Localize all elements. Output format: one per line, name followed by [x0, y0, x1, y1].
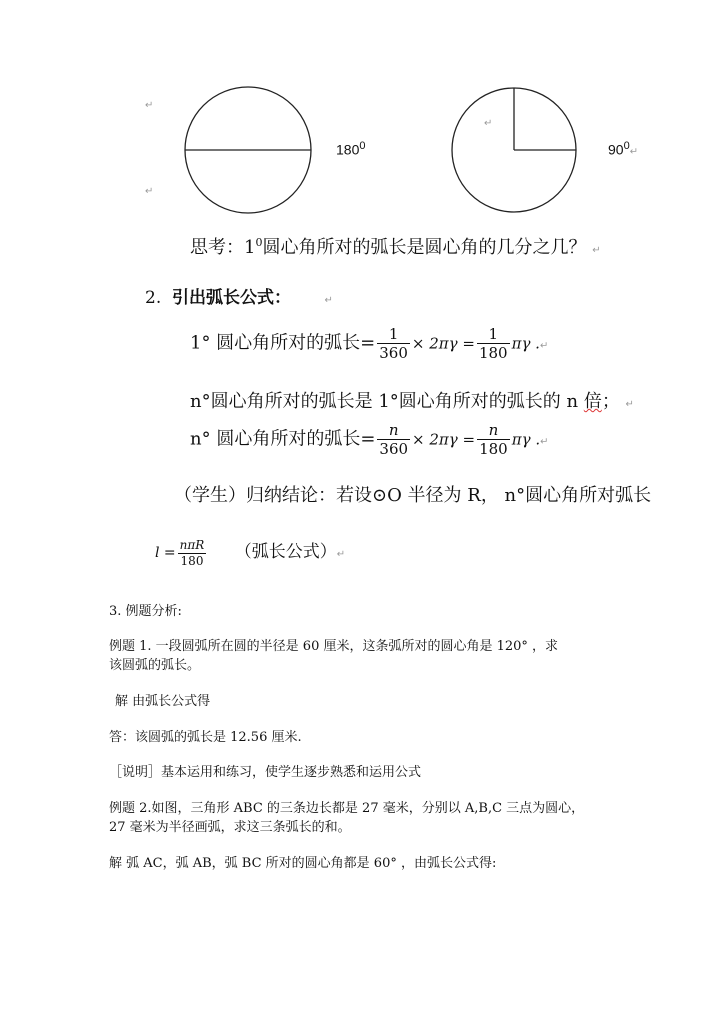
example-2: 例题 2.如图，三角形 ABC 的三条边长都是 27 毫米，分别以 A,B,C 三点为圆心， 27 毫米为半径画弧，求这三条弧长的和。 — [109, 801, 585, 835]
solution-1: 解 由弧长公式得 — [115, 694, 211, 709]
semicircle-figure — [178, 85, 318, 219]
paragraph-mark: ↵ — [484, 118, 493, 129]
n-times-statement: n°圆心角所对的弧长是 1°圆心角所对的弧长的 n 倍； ↵ — [190, 391, 634, 412]
section-3-heading: 3. 例题分析: — [109, 604, 182, 619]
section-2-heading: 2. 引出弧长公式： ↵ — [145, 288, 333, 308]
paragraph-mark: ↵ — [145, 186, 154, 197]
solution-2: 解 弧 AC，弧 AB，弧 BC 所对的圆心角都是 60° ，由弧长公式得: — [109, 856, 497, 871]
paragraph-mark: ↵ — [145, 100, 154, 111]
student-conclusion: （学生）归纳结论：若设⊙O 半径为 R， n°圆心角所对弧长 — [174, 485, 652, 506]
quarter-circle-figure — [450, 85, 590, 219]
angle-label-180: $180^0$ — [336, 140, 366, 158]
formula-n-degree: n° 圆心角所对的弧长= $\frac{n}{360}$ × 2πγ = $\frac{n}{180}$ πγ .↵ — [190, 421, 549, 458]
angle-label-90: $90^0↵$ — [608, 140, 639, 158]
think-question: 思考：$1^0$圆心角所对的弧长是圆心角的几分之几？ ↵ — [190, 236, 601, 258]
arc-length-formula: l = $\frac{\text{nπR}}{180}$ （弧长公式）↵ — [155, 537, 346, 568]
teaching-note: ［说明］基本运用和练习，使学生逐步熟悉和运用公式 — [109, 765, 422, 780]
formula-1-degree: 1° 圆心角所对的弧长= $\frac{1}{360}$ × 2πγ = $\frac{1}{180}$ πγ .↵ — [190, 325, 549, 362]
answer-1: 答：该圆弧的弧长是 12.56 厘米. — [109, 730, 302, 745]
example-1: 例题 1. 一段圆弧所在圆的半径是 60 厘米，这条弧所对的圆心角是 120° ，求 该圆弧的弧长。 — [109, 639, 559, 673]
